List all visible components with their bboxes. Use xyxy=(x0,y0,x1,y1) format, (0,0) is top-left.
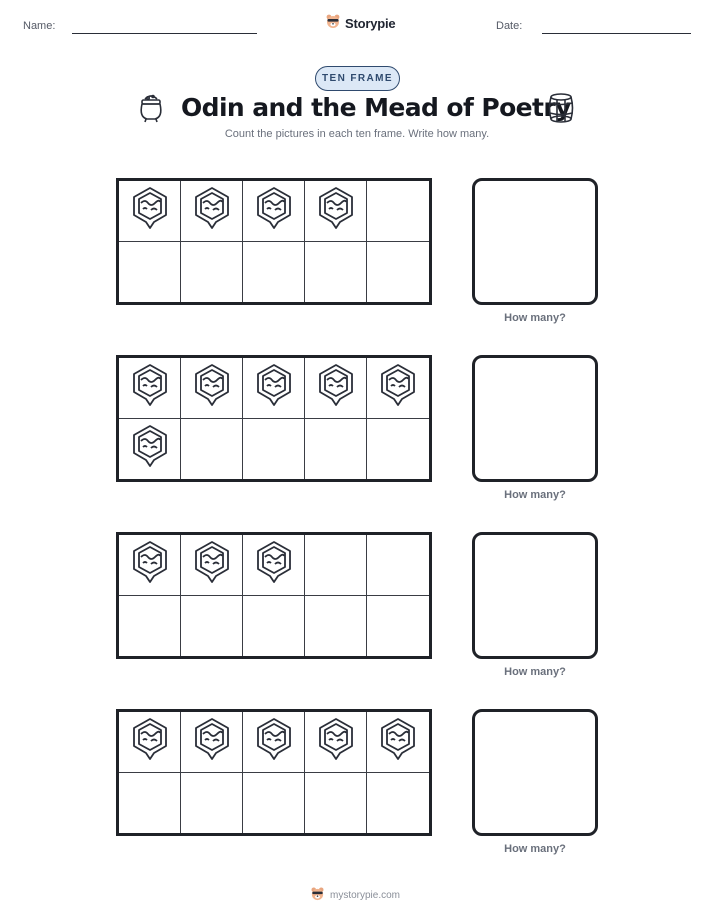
ten-frame-cell xyxy=(119,712,181,773)
ten-frame-cell xyxy=(119,773,181,834)
ten-frame-cell xyxy=(181,181,243,242)
mead-honeycomb-icon xyxy=(131,424,169,473)
ten-frame xyxy=(116,178,432,305)
ten-frame-cell xyxy=(367,358,429,419)
ten-frame-cell xyxy=(243,181,305,242)
footer-url: mystorypie.com xyxy=(330,889,401,901)
ten-frame-cell xyxy=(119,419,181,480)
name-label: Name: xyxy=(23,20,56,32)
ten-frame-cell xyxy=(367,535,429,596)
answer-box[interactable] xyxy=(472,532,598,659)
answer-box[interactable] xyxy=(472,709,598,836)
ten-frame-cell xyxy=(119,358,181,419)
ten-frame-cell xyxy=(181,242,243,303)
mead-honeycomb-icon xyxy=(317,363,355,412)
mead-honeycomb-icon xyxy=(317,186,355,235)
ten-frame-cell xyxy=(243,773,305,834)
ten-frame-cell xyxy=(243,712,305,773)
answer-box[interactable] xyxy=(472,178,598,305)
ten-frame-cell xyxy=(243,419,305,480)
mead-honeycomb-icon xyxy=(379,717,417,766)
page-title: Odin and the Mead of Poetry xyxy=(181,93,571,122)
ten-frame-cell xyxy=(305,712,367,773)
how-many-label: How many? xyxy=(504,843,566,855)
footer xyxy=(310,886,400,904)
ten-frame-cell xyxy=(181,773,243,834)
ten-frame-cell xyxy=(181,596,243,657)
brand-logo xyxy=(325,13,395,34)
ten-frame-cell xyxy=(119,242,181,303)
ten-frame-cell xyxy=(243,242,305,303)
bear-mascot-icon xyxy=(325,13,341,34)
mead-honeycomb-icon xyxy=(317,717,355,766)
badge-label: TEN FRAME xyxy=(322,73,393,84)
mead-honeycomb-icon xyxy=(193,540,231,589)
brand-name: Storypie xyxy=(345,16,396,31)
ten-frame-cell xyxy=(367,712,429,773)
mead-honeycomb-icon xyxy=(131,540,169,589)
ten-frame-cell xyxy=(305,535,367,596)
ten-frame-cell xyxy=(305,358,367,419)
ten-frame-cell xyxy=(243,535,305,596)
how-many-label: How many? xyxy=(504,312,566,324)
date-line[interactable] xyxy=(542,33,691,34)
mead-honeycomb-icon xyxy=(131,717,169,766)
ten-frame-badge xyxy=(315,66,400,91)
ten-frame-cell xyxy=(243,358,305,419)
ten-frame-cell xyxy=(305,773,367,834)
ten-frame-cell xyxy=(367,242,429,303)
mead-honeycomb-icon xyxy=(193,363,231,412)
ten-frame-cell xyxy=(305,596,367,657)
ten-frame xyxy=(116,709,432,836)
mead-honeycomb-icon xyxy=(193,186,231,235)
mead-honeycomb-icon xyxy=(255,186,293,235)
ten-frame-cell xyxy=(119,596,181,657)
instructions: Count the pictures in each ten frame. Write how many. xyxy=(224,128,490,140)
ten-frame-cell xyxy=(181,712,243,773)
ten-frame-cell xyxy=(243,596,305,657)
mead-honeycomb-icon xyxy=(255,717,293,766)
date-label: Date: xyxy=(496,20,523,32)
ten-frame-cell xyxy=(119,181,181,242)
cauldron-icon xyxy=(137,91,165,128)
mead-honeycomb-icon xyxy=(379,363,417,412)
ten-frame-cell xyxy=(181,535,243,596)
mead-honeycomb-icon xyxy=(131,363,169,412)
ten-frame-cell xyxy=(305,181,367,242)
ten-frame-cell xyxy=(305,419,367,480)
barrel-icon xyxy=(547,92,575,129)
ten-frame-cell xyxy=(181,358,243,419)
ten-frame xyxy=(116,355,432,482)
ten-frame-cell xyxy=(367,596,429,657)
ten-frame-cell xyxy=(181,419,243,480)
mead-honeycomb-icon xyxy=(193,717,231,766)
ten-frame xyxy=(116,532,432,659)
mead-honeycomb-icon xyxy=(131,186,169,235)
ten-frame-cell xyxy=(367,419,429,480)
ten-frame-cell xyxy=(367,181,429,242)
answer-box[interactable] xyxy=(472,355,598,482)
name-line[interactable] xyxy=(72,33,257,34)
ten-frame-cell xyxy=(119,535,181,596)
how-many-label: How many? xyxy=(504,489,566,501)
mead-honeycomb-icon xyxy=(255,540,293,589)
ten-frame-cell xyxy=(367,773,429,834)
how-many-label: How many? xyxy=(504,666,566,678)
mead-honeycomb-icon xyxy=(255,363,293,412)
ten-frame-cell xyxy=(305,242,367,303)
bear-mascot-icon xyxy=(310,886,325,904)
